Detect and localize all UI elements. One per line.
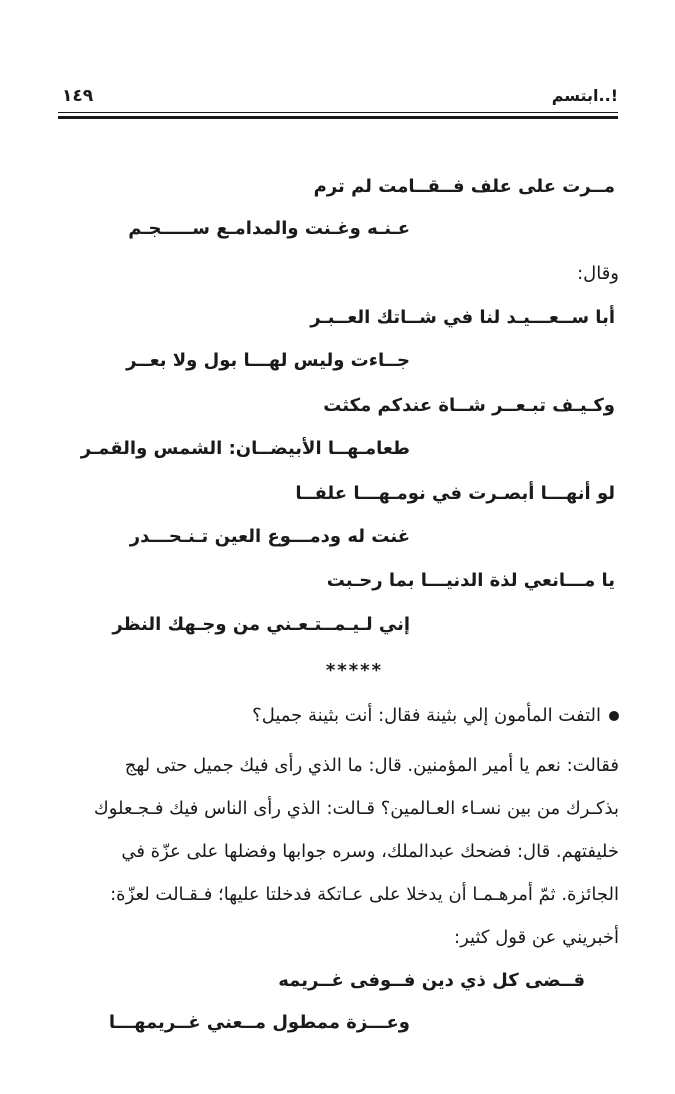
verse-line: قــضى كل ذي دين فــوفى غــريمه: [278, 970, 585, 991]
paragraph-line: فقالت: نعم يا أمير المؤمنين. قال: ما الذي رأى فيك جميل حتى لهج: [124, 755, 619, 776]
verse-line: غنت له ودمـــوع العين تـنـحـــدر: [129, 526, 410, 547]
running-title: ابتسم..!: [551, 86, 618, 105]
header-rule-thin: [58, 112, 618, 113]
verse-line: أبا ســعـــيـد لنا في شــاتك العــبـر: [310, 307, 615, 328]
verse-line: مــرت على علف فــقــامت لم ترم: [313, 176, 615, 197]
verse-line: يا مـــانعي لذة الدنيـــا بما رحـبت: [326, 570, 615, 591]
verse-line: إني لـيـمــتـعـني من وجـهك النظر: [112, 614, 410, 635]
paragraph-line: أخبريني عن قول كثير:: [454, 927, 619, 948]
verse-line: لو أنهـــا أبصـرت في نومـهـــا علفــا: [295, 483, 615, 504]
paragraph-line: بذكـرك من بين نسـاء العـالمين؟ قـالت: الذي رأى الناس فيك فـجـعلوك: [93, 798, 619, 819]
header-rule-thick: [58, 116, 618, 119]
verse-line: جــاءت وليس لهـــا بول ولا بعــر: [126, 350, 410, 371]
verse-line: طعامـهــا الأبيضــان: الشمس والقمـر: [80, 438, 410, 459]
section-separator: *****: [325, 660, 383, 681]
paragraph-line: خليفتهم. قال: فضحك عبدالملك، وسره جوابها وفضلها على عزّة في: [121, 841, 619, 862]
verse-line: عـنـه وغـنت والمدامـع ســـــجـم: [128, 218, 410, 239]
verse-line: وكـيـف تبـعــر شــاة عندكم مكثت: [323, 395, 615, 416]
verse-line: وعـــزة ممطول مــعني غــريمهـــا: [108, 1012, 410, 1033]
bullet-icon: [609, 711, 619, 721]
bullet-paragraph: [252, 705, 619, 726]
bullet-text: التفت المأمون إلي بثينة فقال: أنت بثينة جميل؟: [252, 705, 601, 726]
paragraph-line: الجائزة. ثمّ أمرهـمـا أن يدخلا على عـاتكة فدخلتا عليها؛ فـقـالت لعزّة:: [110, 884, 619, 905]
page-number: ١٤٩: [62, 86, 94, 106]
intro-text: وقال:: [577, 263, 619, 284]
page-header: [58, 86, 618, 110]
